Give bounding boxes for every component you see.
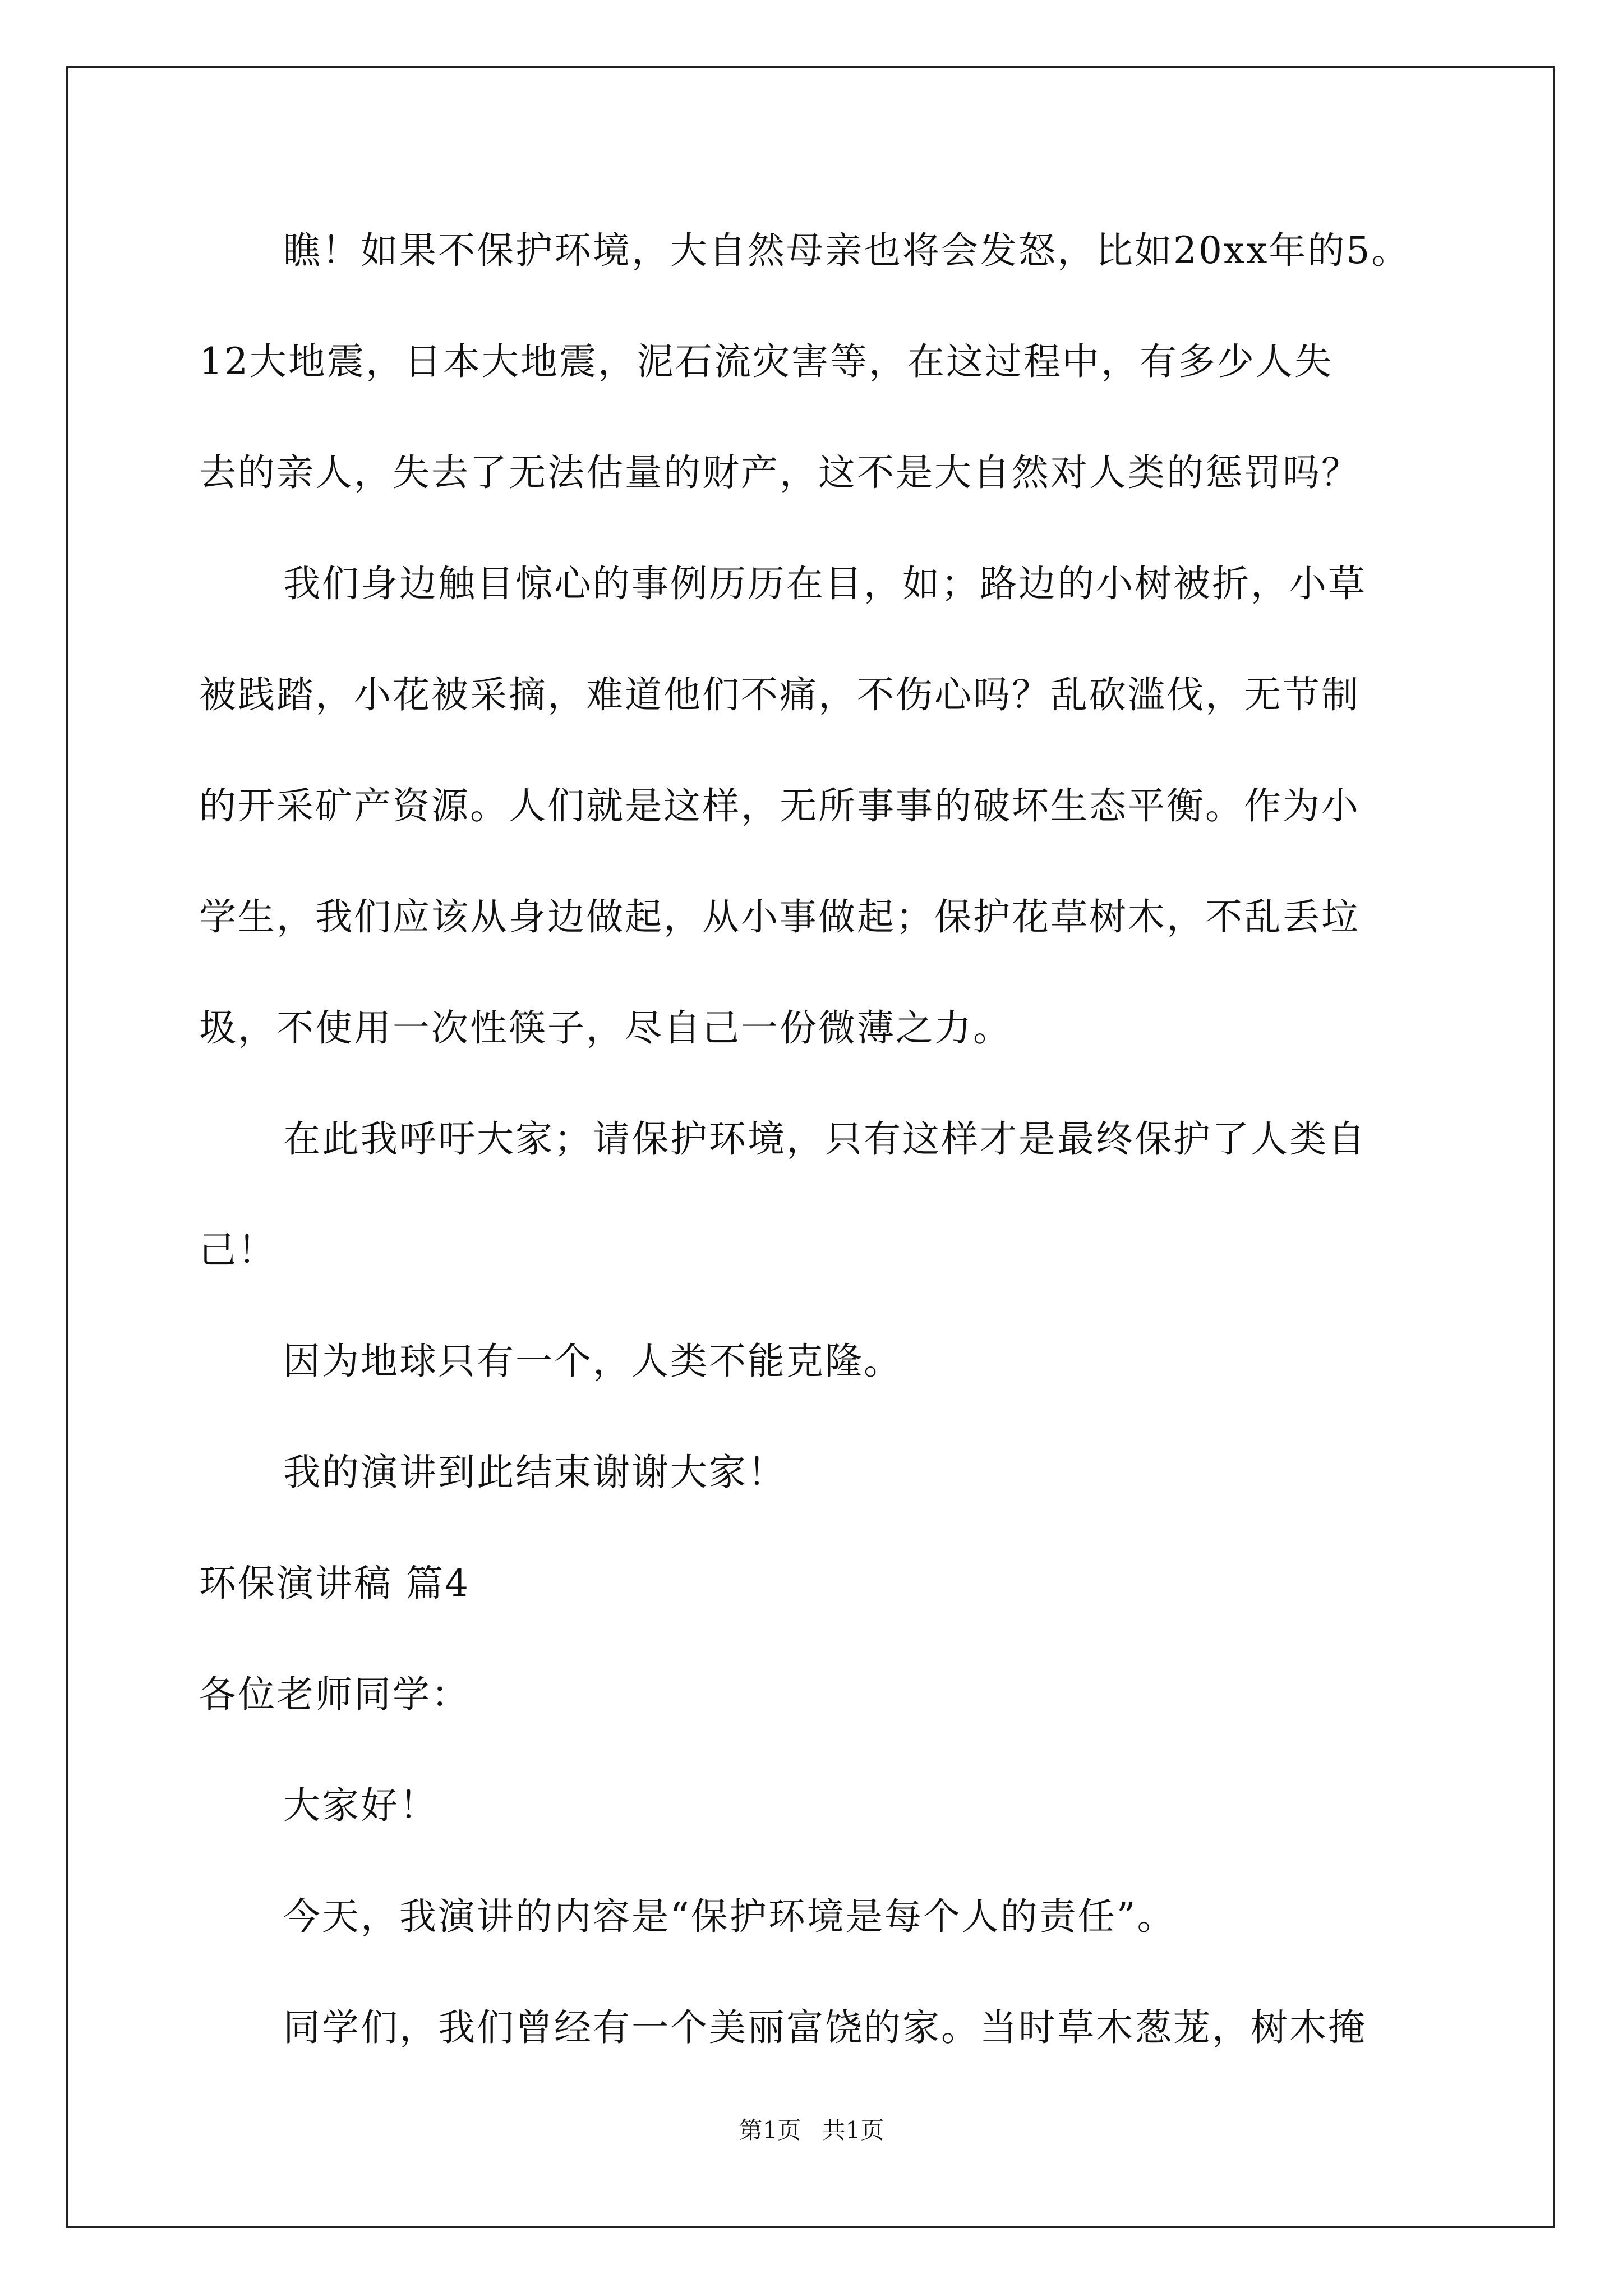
text-line: 我的演讲到此结束谢谢大家！ xyxy=(283,1451,786,1494)
text-line: 我们身边触目惊心的事例历历在目，如；路边的小树被折，小草 xyxy=(283,562,1367,605)
text-line: 的开采矿产资源。人们就是这样，无所事事的破坏生态平衡。作为小 xyxy=(199,784,1360,827)
document-body xyxy=(199,195,1455,2083)
page-total: 共1页 xyxy=(822,2116,884,2144)
text-line: 因为地球只有一个，人类不能克隆。 xyxy=(283,1340,902,1383)
text-line: 瞧！如果不保护环境，大自然母亲也将会发怒，比如20xx年的5。 xyxy=(283,229,1410,272)
text-line: 被践踏，小花被采摘，难道他们不痛，不伤心吗？乱砍滥伐，无节制 xyxy=(199,673,1360,716)
text-line: 己！ xyxy=(199,1228,276,1272)
text-line: 学生，我们应该从身边做起，从小事做起；保护花草树木，不乱丢垃 xyxy=(199,895,1360,938)
text-line: 12大地震，日本大地震，泥石流灾害等，在这过程中，有多少人失 xyxy=(199,340,1333,383)
text-line: 今天，我演讲的内容是“保护环境是每个人的责任”。 xyxy=(283,1895,1176,1938)
salutation: 各位老师同学： xyxy=(199,1673,470,1716)
section-heading: 环保演讲稿 篇4 xyxy=(199,1562,470,1605)
text-line: 大家好！ xyxy=(283,1784,438,1827)
text-line: 去的亲人，失去了无法估量的财产，这不是大自然对人类的惩罚吗？ xyxy=(199,451,1360,494)
text-line: 圾，不使用一次性筷子，尽自己一份微薄之力。 xyxy=(199,1006,1012,1050)
text-line: 在此我呼吁大家；请保护环境，只有这样才是最终保护了人类自 xyxy=(283,1117,1367,1161)
text-line: 同学们，我们曾经有一个美丽富饶的家。当时草木葱茏，树木掩 xyxy=(283,2006,1367,2049)
page-footer xyxy=(0,2114,1623,2147)
page-number: 第1页 xyxy=(739,2116,801,2144)
